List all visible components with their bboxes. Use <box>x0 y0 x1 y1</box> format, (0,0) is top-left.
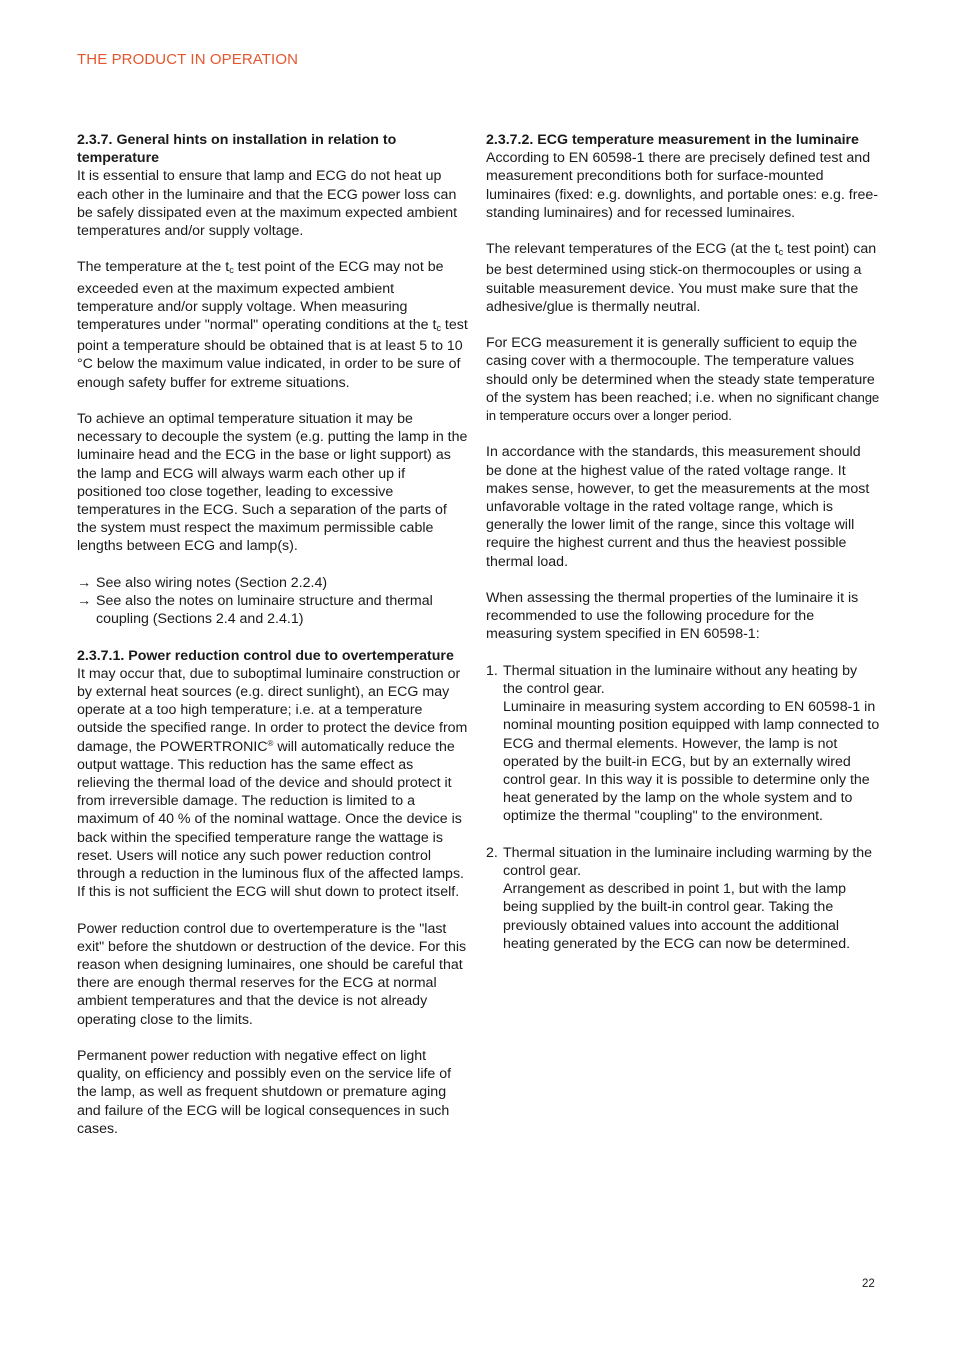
paragraph: The temperature at the $t_c$ test point of the ECG may not be exceeded even at the maximum expected ambient temperature and/or supply voltage. When measuring temperatures under "normal" operating conditions at the $t_c$ test point a temperature should be obtained that is at least 5 to 10 °C below the maximum value indicated, in order to be sure of enough safety buffer for extreme situations. <box>77 259 468 391</box>
paragraph: It may occur that, due to suboptimal luminaire construction or by external heat sources (e.g. direct sunlight), an ECG may operate at a too high temperature; i.e. at a temperature outside the specified range. In order to protect the device from damage, the POWERTRONIC® will automatically reduce the output wattage. This reduction has the same effect as relieving the thermal load of the device and should protect it from irreversible damage. The reduction is limited to a maximum of 40 % of the nominal wattage. Once the device is back within the specified temperature range the wattage is reset. Users will notice any such power reduction control through a reduction in the luminous flux of the affected lamps. If this is not sufficient the ECG will shut down to protect itself. <box>77 665 468 901</box>
left-column <box>77 131 469 1156</box>
arrow-right-icon: → <box>77 574 92 591</box>
heading-2-3-7-2: 2.3.7.2. ECG temperature measurement in the luminaire <box>486 132 859 148</box>
heading-2-3-7-1: 2.3.7.1. Power reduction control due to overtemperature <box>77 647 454 664</box>
paragraph: When assessing the thermal properties of the luminaire it is recommended to use the following procedure for the measuring system specified in EN 60598-1: <box>486 590 859 643</box>
paragraph: Power reduction control due to overtemperature is the "last exit" before the shutdown or destruction of the device. For this reason when designing luminaires, one should be careful that there are enough thermal reserves for the ECG at normal ambient temperatures and that the device is not already operating close to the limits. <box>77 920 467 1028</box>
arrow-right-icon: → <box>77 593 92 610</box>
page-number: 22 <box>862 1278 875 1290</box>
procedure-step <box>486 844 880 953</box>
step-body: Luminaire in measuring system according to EN 60598-1 in nominal mounting position equipped with lamp connected to ECG and thermal elements. However, the lamp is not operated by the built-in ECG, but by an externally wired control gear. In this way it is possible to determine only the heat generated by the lamp on the whole system and to optimize the thermal "coupling" to the environment. <box>503 699 880 825</box>
procedure-step <box>486 662 880 826</box>
step-title: Thermal situation in the luminaire including warming by the control gear. <box>503 844 873 880</box>
step-number: 1. <box>486 662 498 679</box>
paragraph: It is essential to ensure that lamp and ECG do not heat up each other in the luminaire and that the ECG power loss can be safely dissipated even at the maximum expected ambient temperatures and/or supply voltage. <box>77 168 458 240</box>
paragraph: Permanent power reduction with negative effect on light quality, on efficiency and possibly even on the service life of the lamp, as well as frequent shutdown or premature aging and failure of the ECG will be logical consequences in such cases. <box>77 1048 452 1137</box>
step-body: Arrangement as described in point 1, but with the lamp being supplied by the built-in control gear. Taking the previously obtained values into account the additional heating generated by the ECG can now be determined. <box>503 881 851 952</box>
paragraph: According to EN 60598-1 there are precisely defined test and measurement preconditions both for surface-mounted luminaires (fixed: e.g. downlights, and portable ones: e.g. free-standing luminaires) and for recessed luminaires. <box>486 150 878 221</box>
heading-2-3-7: 2.3.7. General hints on installation in relation to temperature <box>77 132 397 167</box>
procedure-list <box>486 662 880 953</box>
reference-item: → See also wiring notes (Section 2.2.4) <box>77 574 328 591</box>
reference-item: → See also the notes on luminaire structure and thermal coupling (Sections 2.4 and 2.4.1) <box>77 593 433 628</box>
step-number: 2. <box>486 844 498 861</box>
reference-list <box>77 574 469 629</box>
paragraph: The relevant temperatures of the ECG (at the $t_c$ test point) can be best determined using stick-on thermocouples or using a suitable measurement device. You must make sure that the adhesive/glue is thermally neutral. <box>486 241 877 315</box>
section-header: THE PRODUCT IN OPERATION <box>77 51 299 68</box>
step-title: Thermal situation in the luminaire without any heating by the control gear. <box>503 662 858 698</box>
paragraph: In accordance with the standards, this measurement should be done at the highest value of the rated voltage range. It makes sense, however, to get the measurements at the most unfavorable voltage in the rated voltage range, which is generally the lower limit of the range, since this voltage will require the highest current and thus the heaviest possible thermal load. <box>486 444 870 570</box>
paragraph: To achieve an optimal temperature situation it may be necessary to decouple the system (e.g. putting the lamp in the luminaire head and the ECG in the base or light support) as the lamp and ECG will always warm each other up if positioned too close together, leading to excessive temperatures in the ECG. Such a separation of the parts of the system must respect the maximum permissible cable lengths between ECG and lamp(s). <box>77 411 468 555</box>
right-column <box>486 131 880 971</box>
paragraph: For ECG measurement it is generally sufficient to equip the casing cover with a thermocouple. The temperature values should only be determined when the steady state temperature of the system has been reached; i.e. when no significant change in temperature occurs over a longer period. <box>486 335 880 424</box>
